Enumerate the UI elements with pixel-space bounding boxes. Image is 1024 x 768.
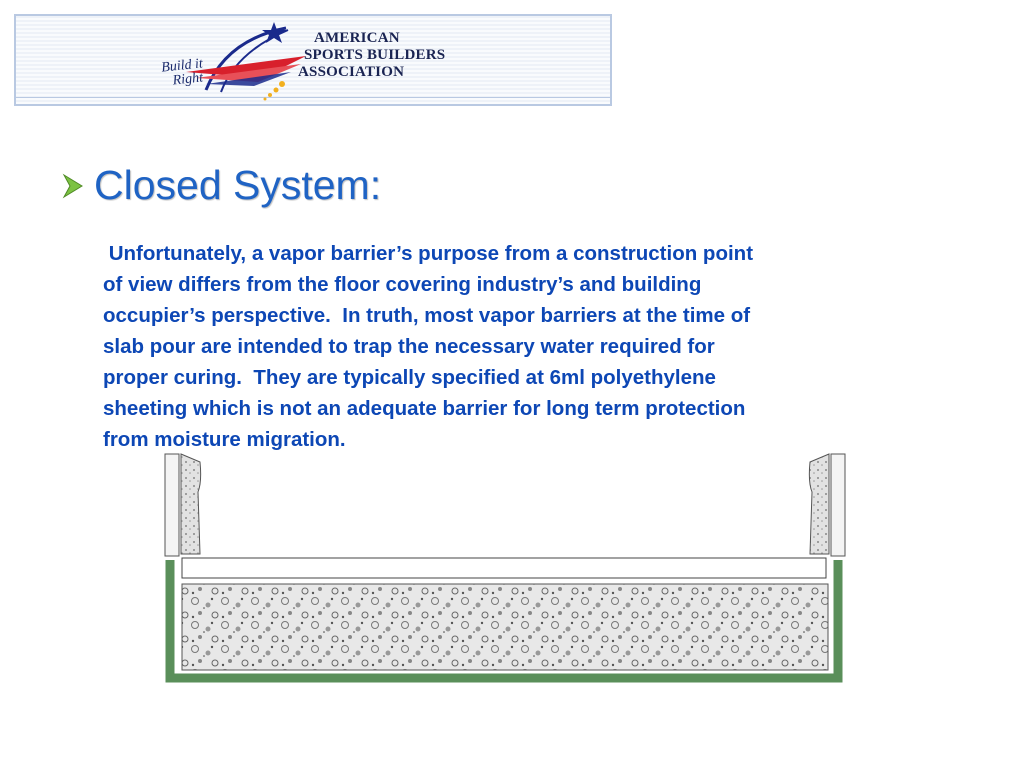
right-wall-footing [809,454,829,554]
floor-covering-layer [182,558,826,578]
tagline-line-1: Build it [160,56,204,76]
org-name-line-3: ASSOCIATION [298,64,405,80]
logo-banner [14,14,612,106]
org-name-line-2: SPORTS BUILDERS [304,47,446,63]
left-wall-footing [181,454,201,554]
right-wall [831,454,845,556]
slab-cross-section-diagram [160,452,850,688]
banner-divider [16,97,610,98]
tagline-line-2: Right [172,70,204,89]
body-paragraph: Unfortunately, a vapor barrier’s purpose from a construction point of view differs from the floor covering industry’s and building occupier’s perspective. In truth, most vapor barriers at the time of slab pour are intended to trap the necessary water required for proper curing. They are typically specified at 6ml polyethylene sheeting which is not an adequate barrier for long term protection from moisture migration. [103,242,754,451]
left-wall [165,454,179,556]
slide-heading [62,162,381,209]
heading-text: Closed System: [94,162,382,208]
org-name-line-1: AMERICAN [314,30,400,46]
organization-name [298,30,445,81]
arrow-bullet-icon [62,172,84,200]
concrete-slab [182,584,828,670]
